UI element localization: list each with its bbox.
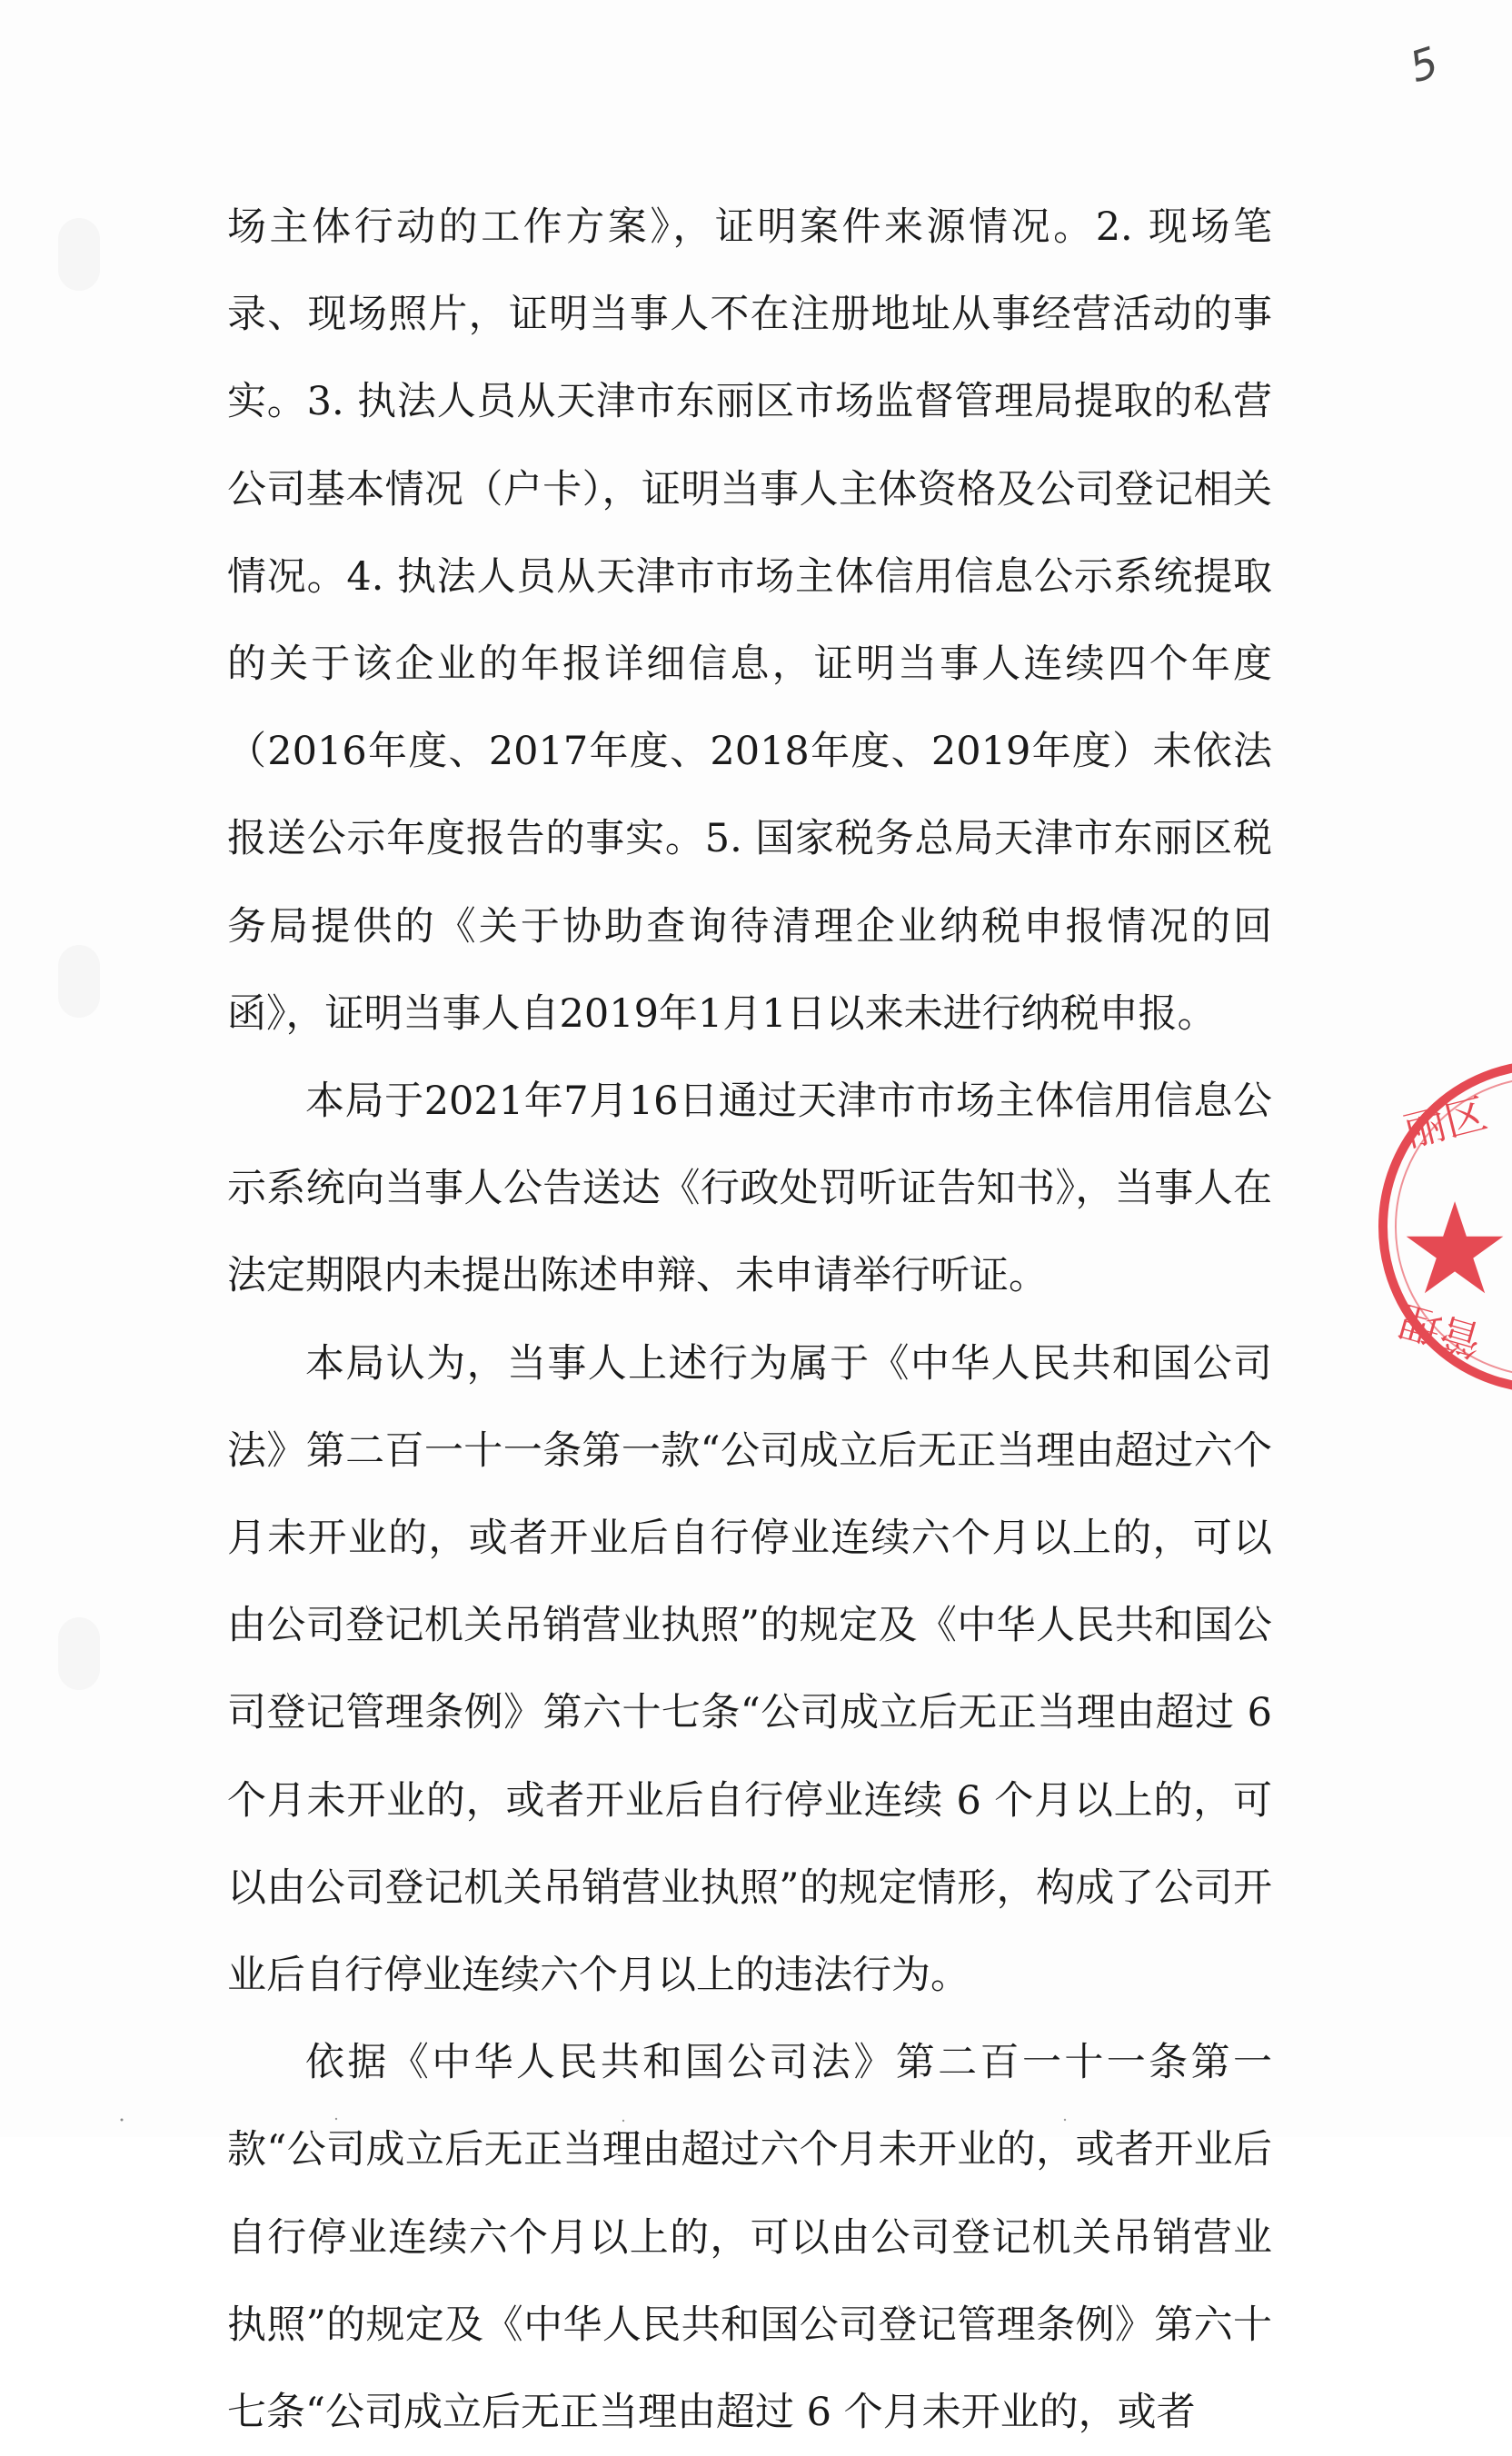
binding-hole — [58, 218, 100, 291]
hearing-notice-paragraph: 本局于2021年7月16日通过天津市市场主体信用信息公示系统向当事人公告送达《行政处罚听证告知书》，当事人在法定期限内未提出陈述申辩、未申请举行听证。 — [227, 1079, 1272, 1299]
svg-text:丽区: 丽区 — [1398, 1089, 1492, 1157]
scan-specks — [118, 2115, 1299, 2124]
official-seal-stamp — [1372, 1054, 1512, 1399]
svg-text:管理: 管理 — [1393, 1295, 1487, 1367]
evidence-paragraph: 场主体行动的工作方案》，证明案件来源情况。2. 现场笔录、现场照片，证明当事人不在注册地址从事经营活动的事实。3. 执法人员从天津市东丽区市场监督管理局提取的私营公司基本情况（户卡），证明当事人主体资格及公司登记相关情况。4. 执法人员从天津市市场主体信用信息公示系统提取的关于该企业的年报详细信息，证明当事人连续四个年度（2016年度、2017年度、2018年度、2019年度）未依法报送公示年度报告的事实。5. 国家税务总局天津市东丽区税务局提供的《关于协助查询待清理企业纳税申报情况的回函》，证明当事人自2019年1月1日以来未进行纳税申报。 — [227, 204, 1272, 1037]
binding-hole — [58, 1617, 100, 1690]
legal-basis-paragraph: 依据《中华人民共和国公司法》第二百一十一条第一款“公司成立后无正当理由超过六个月未开业的，或者开业后自行停业连续六个月以上的，可以由公司登记机关吊销营业执照”的规定及《中华人民共和国公司登记管理条例》第六十七条“公司成立后无正当理由超过 6 个月未开业的，或者 — [227, 2040, 1272, 2436]
finding-paragraph: 本局认为，当事人上述行为属于《中华人民共和国公司法》第二百一十一条第一款“公司成立后无正当理由超过六个月未开业的，或者开业后自行停业连续六个月以上的，可以由公司登记机关吊销营业执照”的规定及《中华人民共和国公司登记管理条例》第六十七条“公司成立后无正当理由超过 6 个月未开业的，或者开业后自行停业连续 6 个月以上的，可以由公司登记机关吊销营业执照”的规定情形，构成了公司开业后自行停业连续六个月以上的违法行为。 — [227, 1340, 1272, 1999]
binding-hole — [58, 945, 100, 1018]
handwritten-page-number: 5 — [1403, 36, 1445, 93]
